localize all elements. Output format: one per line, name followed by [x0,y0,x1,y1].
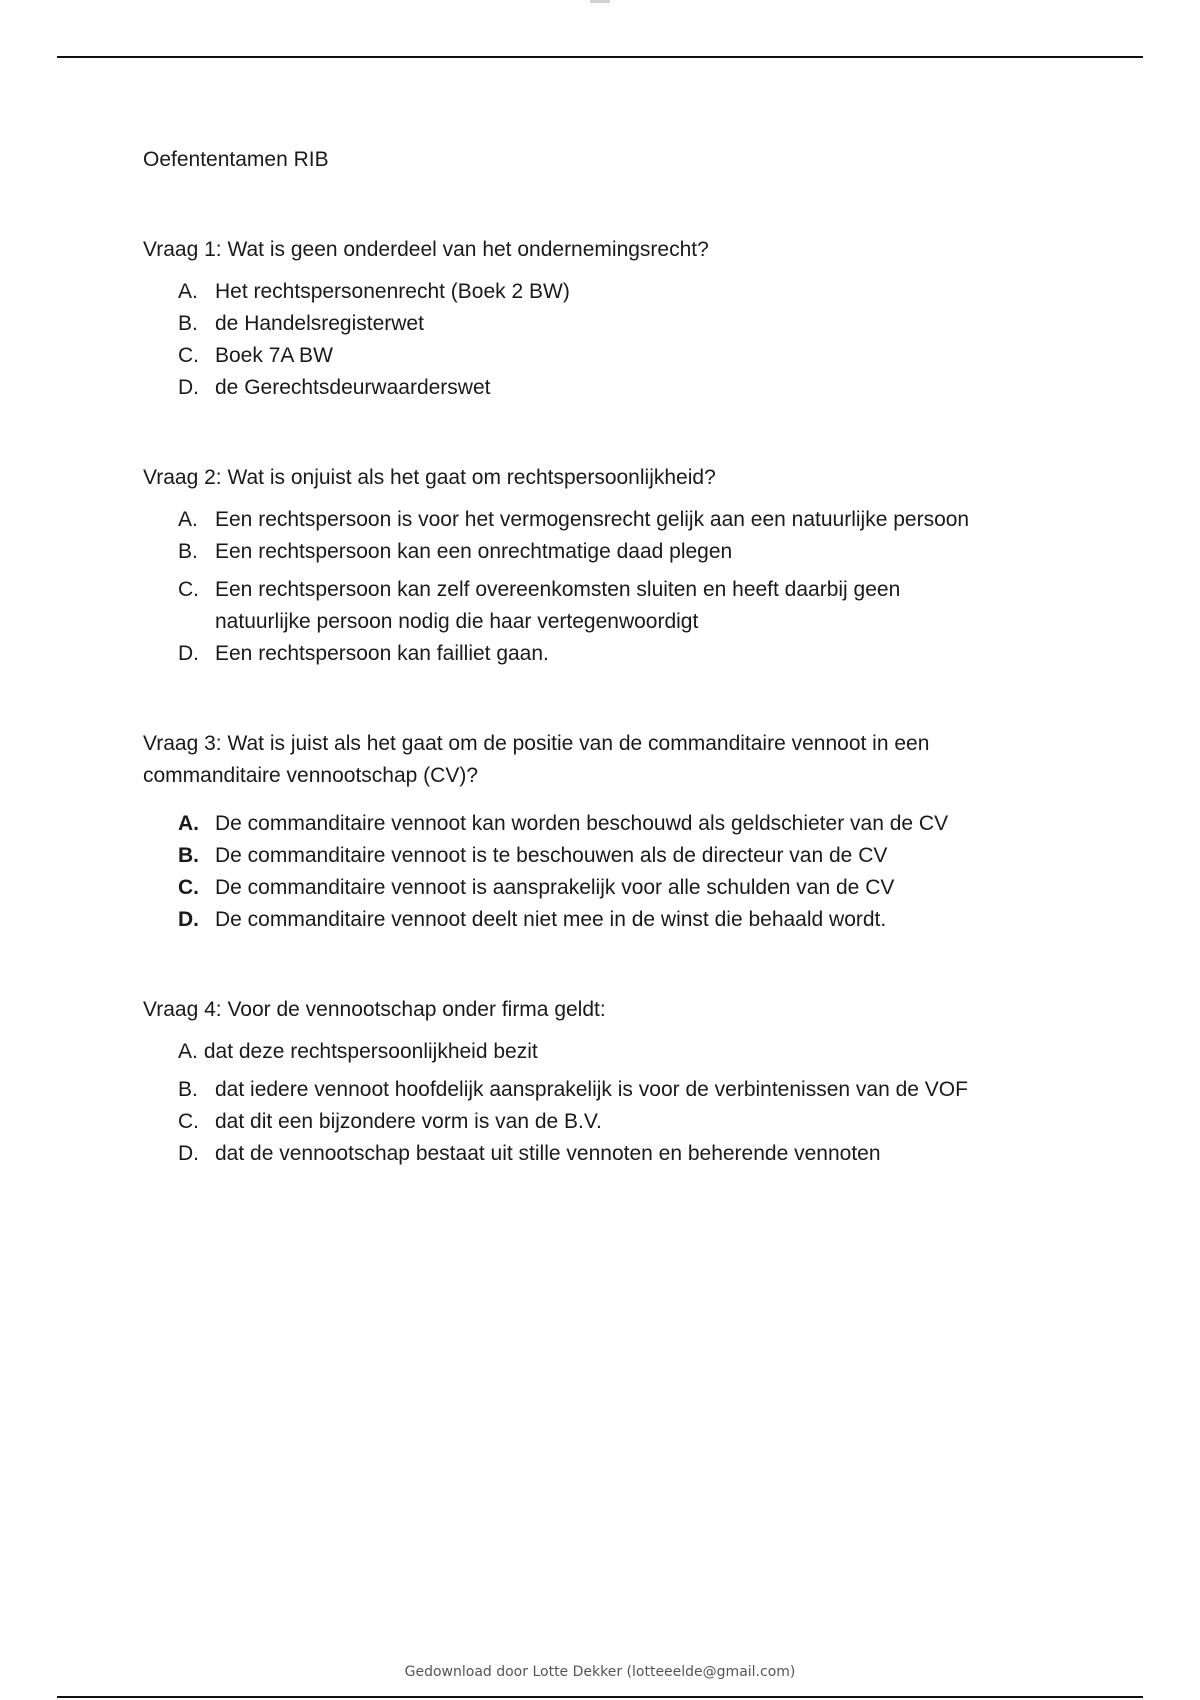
option-letter: A. [178,280,198,303]
option-text: dat iedere vennoot hoofdelijk aansprakelijk is voor de verbintenissen van de VOF [215,1078,968,1101]
option-text: dat de vennootschap bestaat uit stille vennoten en beherende vennoten [215,1142,881,1165]
answer-option-b [178,308,1043,340]
option-letter: B. [178,844,199,867]
answer-options [143,1036,1043,1170]
option-letter: C. [178,344,199,367]
option-text: Een rechtspersoon kan een onrechtmatige daad plegen [215,540,733,563]
answer-option-d [178,372,1043,404]
option-text: Boek 7A BW [215,344,333,367]
answer-option-d [178,904,1043,936]
option-letter: B. [178,1078,198,1101]
option-letter: C. [178,578,199,601]
option-letter: B. [178,540,198,563]
document-body [143,144,1043,1228]
answer-options [143,808,1043,936]
answer-option-d [178,1138,1043,1170]
option-text: Een rechtspersoon kan zelf overeenkomsten sluiten en heeft daarbij geen natuurlijke persoon nodig die haar vertegenwoordigt [215,578,901,633]
option-letter: D. [178,908,199,931]
option-text: Een rechtspersoon is voor het vermogensrecht gelijk aan een natuurlijke persoon [215,508,970,531]
answer-option-c [178,872,1043,904]
option-letter: A. [178,812,199,835]
answer-options [143,276,1043,404]
option-text: De commanditaire vennoot kan worden beschouwd als geldschieter van de CV [215,812,949,835]
answer-options [143,504,1043,670]
answer-option-c [178,340,1043,372]
question-text: Vraag 1: Wat is geen onderdeel van het ondernemingsrecht? [143,238,709,261]
page-top-mark [590,0,610,3]
question-2 [143,462,1043,670]
download-footer: Gedownload door Lotte Dekker (lotteeelde@gmail.com) [404,1664,796,1680]
option-text: Het rechtspersonenrecht (Boek 2 BW) [215,280,570,303]
option-letter: A. [178,508,198,531]
question-text: Vraag 4: Voor de vennootschap onder firma geldt: [143,998,606,1021]
option-letter: D. [178,376,199,399]
option-text: Een rechtspersoon kan failliet gaan. [215,642,549,665]
option-letter: B. [178,312,198,335]
answer-option-a [178,1036,1043,1068]
answer-option-b [178,536,1043,568]
document-title: Oefententamen RIB [143,148,329,171]
option-text: de Handelsregisterwet [215,312,424,335]
option-letter: D. [178,1142,199,1165]
question-4 [143,994,1043,1170]
option-text: De commanditaire vennoot is te beschouwen als de directeur van de CV [215,844,888,867]
option-text: dat dit een bijzondere vorm is van de B.V. [215,1110,602,1133]
footer-rule [57,1696,1143,1698]
question-3 [143,728,1043,936]
answer-option-b [178,1074,1043,1106]
answer-option-c [178,574,1043,638]
option-text: dat deze rechtspersoonlijkheid bezit [203,1040,538,1063]
question-text: Vraag 3: Wat is juist als het gaat om de positie van de commanditaire vennoot in een commanditaire vennootschap (CV)? [143,732,930,787]
option-text: De commanditaire vennoot deelt niet mee in de winst die behaald wordt. [215,908,887,931]
answer-option-a [178,808,1043,840]
header-rule [57,56,1143,58]
answer-option-a [178,504,1043,536]
option-letter: D. [178,642,199,665]
question-text: Vraag 2: Wat is onjuist als het gaat om rechtspersoonlijkheid? [143,466,716,489]
answer-option-a [178,276,1043,308]
option-letter: A. [178,1040,198,1063]
option-text: De commanditaire vennoot is aansprakelijk voor alle schulden van de CV [215,876,895,899]
answer-option-b [178,840,1043,872]
option-text: de Gerechtsdeurwaarderswet [215,376,491,399]
question-1 [143,234,1043,404]
option-letter: C. [178,1110,199,1133]
answer-option-c [178,1106,1043,1138]
answer-option-d [178,638,1043,670]
option-letter: C. [178,876,199,899]
